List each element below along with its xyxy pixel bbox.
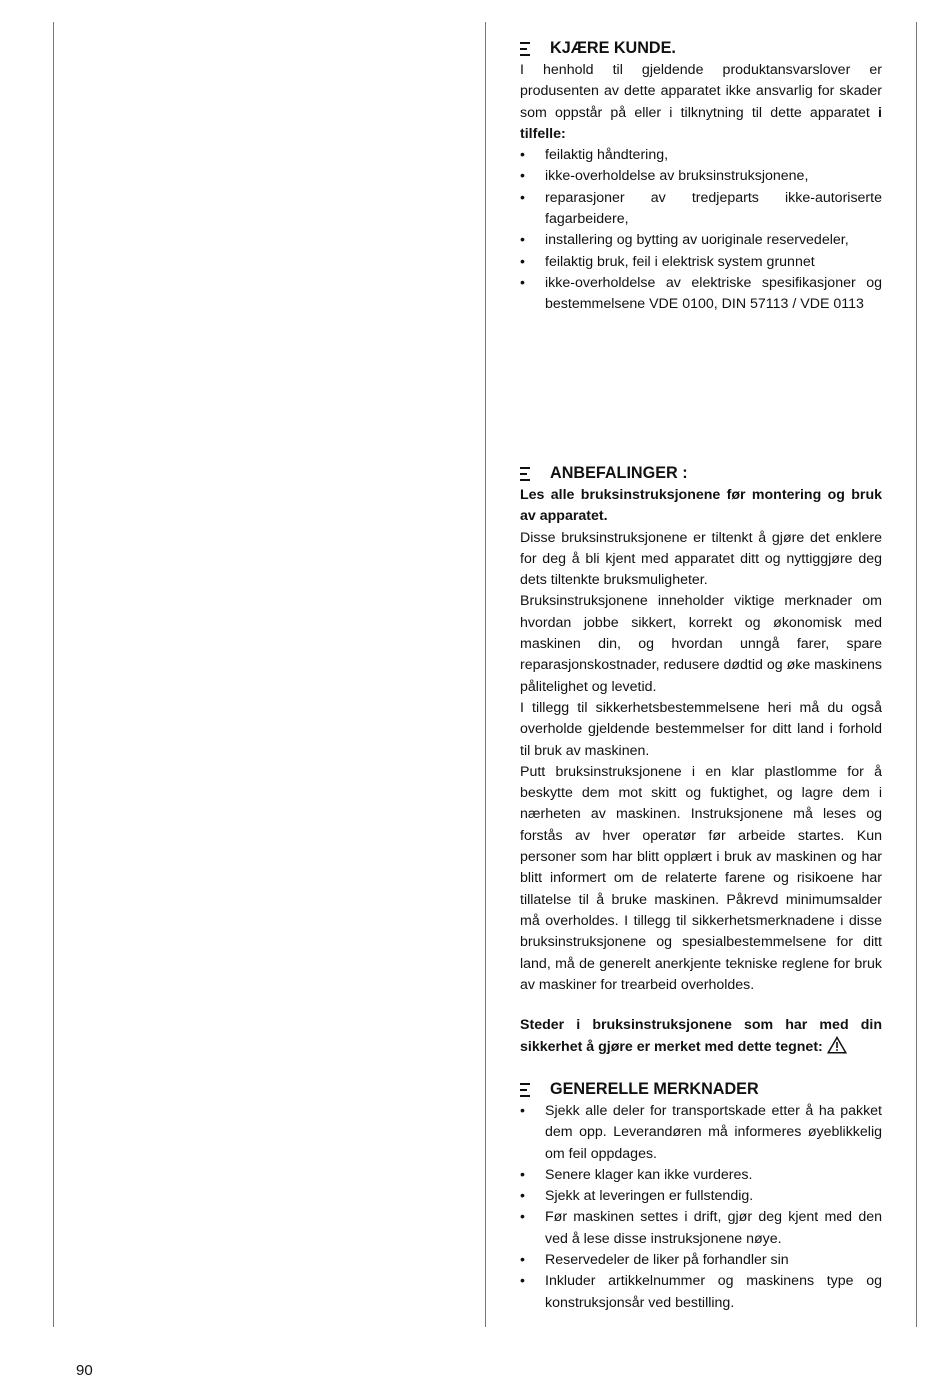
list-item: • feilaktig bruk, feil i elektrisk system grunnet — [520, 252, 882, 273]
section-title: KJÆRE KUNDE. — [550, 39, 676, 57]
list-item: • feilaktig håndtering, — [520, 145, 882, 166]
intro-paragraph — [520, 60, 882, 145]
list-item: • ikke-overholdelse av bruksinstruksjonene, — [520, 166, 882, 187]
column-rule-left — [53, 22, 54, 1327]
section-heading — [520, 1078, 882, 1100]
section-title: GENERELLE MERKNADER — [550, 1080, 759, 1098]
section-anbefalinger — [520, 462, 882, 996]
safety-notice-text: sikkerhet å gjøre er merket med dette tegnet: — [520, 1039, 823, 1056]
paragraph: Disse bruksinstruksjonene er tiltenkt å gjøre det enklere for deg å bli kjent med apparatet ditt og nyttiggjøre deg dets tiltenkte bruksmuligheter. — [520, 529, 882, 589]
liability-list — [520, 145, 882, 315]
section-heading — [520, 37, 882, 59]
list-item: • ikke-overholdelse av elektriske spesifikasjoner og bestemmelsene VDE 0100, DIN 57113 / VDE 0113 — [520, 273, 882, 316]
section-heading — [520, 462, 882, 484]
warning-triangle-icon — [827, 1036, 847, 1054]
column-rule-middle — [485, 22, 486, 1327]
list-item: • reparasjoner av tredjeparts ikke-autoriserte fagarbeidere, — [520, 188, 882, 231]
list-item: • Senere klager kan ikke vurderes. — [520, 1165, 882, 1186]
list-item: • Sjekk at leveringen er fullstendig. — [520, 1186, 882, 1207]
section-title: ANBEFALINGER : — [550, 464, 688, 482]
list-item: • installering og bytting av uoriginale reservedeler, — [520, 230, 882, 251]
list-marker-icon — [520, 42, 530, 56]
list-item: • Reservedeler de liker på forhandler sin — [520, 1250, 882, 1271]
intro-bold-text: i tilfelle: — [520, 104, 882, 142]
page-number: 90 — [76, 1362, 93, 1379]
list-item: • Inkluder artikkelnummer og maskinens type og konstruksjonsår ved bestilling. — [520, 1271, 882, 1314]
column-rule-right — [916, 22, 917, 1327]
paragraph: Bruksinstruksjonene inneholder viktige merknader om hvordan jobbe sikkert, korrekt og økonomisk med maskinen din, og hvordan unngå farer, spare reparasjonskostnader, redusere dødtid og øke maskinens pålitelighet og levetid. — [520, 593, 882, 695]
safety-notice — [520, 1015, 882, 1059]
paragraph: I tillegg til sikkerhetsbestemmelsene heri må du også overholde gjeldende bestemmelser for ditt land i forhold til bruk av maskinen. — [520, 699, 882, 759]
safety-notice-line: Steder i bruksinstruksjonene som har med din — [520, 1017, 882, 1033]
lead-bold-paragraph: Les alle bruksinstruksjonene før montering og bruk av apparatet. — [520, 487, 882, 525]
paragraph: Putt bruksinstruksjonene i en klar plastlomme for å beskytte dem mot skitt og fuktighet, og lagre dem i nærheten av maskinen. Instruksjonene må leses og forstås av hver operatør før arbeide startes. Kun personer som har blitt opplært i bruk av maskinen og har blitt informert om de relaterte farene og risikoene har tillatelse til å bruke maskinen. Påkrevd minimumsalder må overholdes. I tillegg til sikkerhetsmerknadene i disse bruksinstruksjonene og spesialbestemmelsene for ditt land, må de generelt anerkjente tekniske reglene for bruk av maskiner for trearbeid overholdes. — [520, 763, 882, 993]
list-item: • Sjekk alle deler for transportskade etter å ha pakket dem opp. Leverandøren må informeres øyeblikkelig om feil oppdages. — [520, 1101, 882, 1165]
section-kjaere-kunde — [520, 37, 882, 316]
list-item: • Før maskinen settes i drift, gjør deg kjent med den ved å lese disse instruksjonene nøye. — [520, 1207, 882, 1250]
safety-notice-line-with-icon — [520, 1036, 882, 1058]
list-marker-icon — [520, 1083, 530, 1097]
general-notes-list — [520, 1101, 882, 1314]
list-marker-icon — [520, 467, 530, 481]
section-generelle-merknader — [520, 1078, 882, 1314]
intro-text: I henhold til gjeldende produktansvarslover er produsenten av dette apparatet ikke ansvarlig for skader som oppstår på eller i tilknytning til dette apparatet — [520, 62, 882, 121]
